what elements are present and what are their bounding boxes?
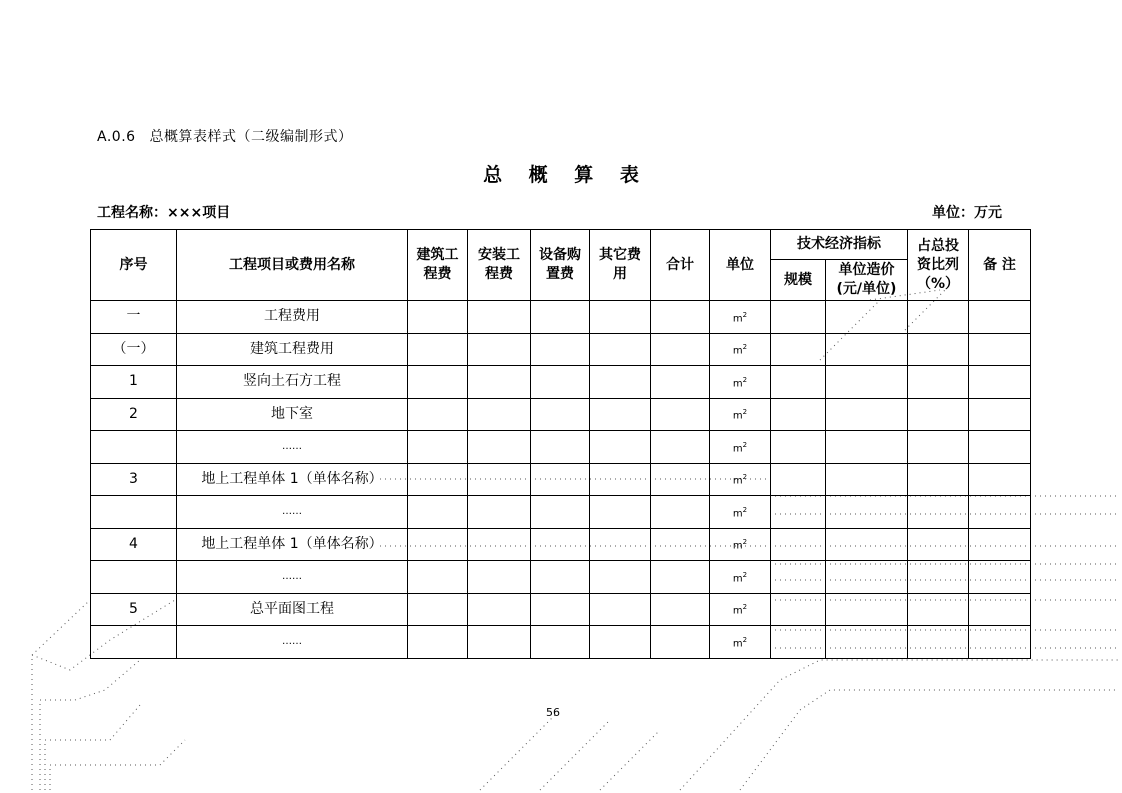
cell-installation-cost — [468, 301, 531, 334]
cell-remarks — [969, 626, 1031, 659]
header-name: 工程项目或费用名称 — [177, 230, 408, 301]
unit-superscript: 2 — [742, 538, 748, 547]
cell-remarks — [969, 301, 1031, 334]
cell-equipment-cost — [531, 431, 590, 464]
cell-installation-cost — [468, 333, 531, 366]
cell-unit-cost — [826, 593, 908, 626]
unit-superscript: 2 — [742, 375, 748, 384]
cell-equipment-cost — [531, 398, 590, 431]
cell-unit-cost — [826, 333, 908, 366]
table-row — [91, 561, 1031, 594]
unit-base: m — [732, 312, 743, 324]
cell-construction-cost — [408, 496, 468, 529]
cell-seq: 1 — [91, 366, 177, 399]
header-construction-cost: 建筑工程费 — [408, 230, 468, 301]
table-row — [91, 626, 1031, 659]
cell-total — [651, 398, 710, 431]
cell-share — [908, 593, 969, 626]
cell-unit-cost — [826, 528, 908, 561]
cell-seq — [91, 496, 177, 529]
cell-installation-cost — [468, 431, 531, 464]
cell-remarks — [969, 528, 1031, 561]
cell-equipment-cost — [531, 626, 590, 659]
unit-label: 单位：万元 — [932, 205, 1002, 221]
cell-remarks — [969, 333, 1031, 366]
cell-other-cost — [590, 626, 651, 659]
cell-scale — [771, 366, 826, 399]
cell-equipment-cost — [531, 333, 590, 366]
cell-construction-cost — [408, 561, 468, 594]
unit-base: m — [732, 345, 743, 357]
cell-scale — [771, 398, 826, 431]
header-share: 占总投资比列（%） — [908, 230, 969, 301]
cell-installation-cost — [468, 528, 531, 561]
cell-share — [908, 301, 969, 334]
cell-unit — [710, 463, 771, 496]
unit-base: m — [732, 637, 743, 649]
cell-equipment-cost — [531, 301, 590, 334]
cell-seq — [91, 561, 177, 594]
estimate-table — [90, 229, 1031, 659]
cell-remarks — [969, 593, 1031, 626]
cell-scale — [771, 431, 826, 464]
cell-unit — [710, 431, 771, 464]
cell-installation-cost — [468, 463, 531, 496]
header-equipment-cost: 设备购置费 — [531, 230, 590, 301]
cell-seq: 2 — [91, 398, 177, 431]
header-remarks: 备 注 — [969, 230, 1031, 301]
cell-unit — [710, 301, 771, 334]
cell-total — [651, 333, 710, 366]
cell-total — [651, 561, 710, 594]
cell-share — [908, 561, 969, 594]
cell-total — [651, 593, 710, 626]
cell-other-cost — [590, 528, 651, 561]
cell-remarks — [969, 561, 1031, 594]
cell-scale — [771, 301, 826, 334]
section-heading-text: 总概算表样式（二级编制形式） — [149, 129, 353, 145]
cell-scale — [771, 496, 826, 529]
cell-share — [908, 398, 969, 431]
cell-installation-cost — [468, 398, 531, 431]
cell-equipment-cost — [531, 593, 590, 626]
unit-superscript: 2 — [742, 473, 748, 482]
cell-total — [651, 626, 710, 659]
cell-construction-cost — [408, 463, 468, 496]
cell-unit — [710, 398, 771, 431]
cell-other-cost — [590, 398, 651, 431]
unit-superscript: 2 — [742, 570, 748, 579]
cell-seq: 一 — [91, 301, 177, 334]
table-row — [91, 333, 1031, 366]
cell-equipment-cost — [531, 528, 590, 561]
cell-other-cost — [590, 463, 651, 496]
table-body — [91, 301, 1031, 659]
header-installation-cost: 安装工程费 — [468, 230, 531, 301]
header-unit: 单位 — [710, 230, 771, 301]
cell-remarks — [969, 496, 1031, 529]
cell-construction-cost — [408, 301, 468, 334]
cell-remarks — [969, 431, 1031, 464]
table-row — [91, 366, 1031, 399]
cell-scale — [771, 626, 826, 659]
cell-total — [651, 431, 710, 464]
section-number: A.0.6 — [97, 129, 136, 145]
table-title: 总 概 算 表 — [483, 164, 649, 186]
section-heading — [97, 126, 353, 146]
cell-unit-cost — [826, 496, 908, 529]
unit-base: m — [732, 442, 743, 454]
cell-construction-cost — [408, 366, 468, 399]
cell-other-cost — [590, 593, 651, 626]
header-total: 合计 — [651, 230, 710, 301]
cell-other-cost — [590, 561, 651, 594]
cell-installation-cost — [468, 593, 531, 626]
cell-total — [651, 301, 710, 334]
cell-scale — [771, 333, 826, 366]
cell-total — [651, 528, 710, 561]
page-number: 56 — [546, 706, 560, 719]
table-row — [91, 398, 1031, 431]
cell-unit — [710, 333, 771, 366]
cell-name: …… — [177, 626, 408, 659]
cell-name: 建筑工程费用 — [177, 333, 408, 366]
cell-seq — [91, 626, 177, 659]
cell-installation-cost — [468, 626, 531, 659]
cell-seq: 3 — [91, 463, 177, 496]
unit-superscript: 2 — [742, 310, 748, 319]
cell-scale — [771, 463, 826, 496]
cell-share — [908, 528, 969, 561]
cell-installation-cost — [468, 561, 531, 594]
cell-unit — [710, 528, 771, 561]
cell-unit-cost — [826, 626, 908, 659]
table-row — [91, 496, 1031, 529]
cell-share — [908, 496, 969, 529]
cell-name: …… — [177, 561, 408, 594]
unit-superscript: 2 — [742, 635, 748, 644]
unit-base: m — [732, 605, 743, 617]
cell-other-cost — [590, 301, 651, 334]
cell-share — [908, 431, 969, 464]
cell-name: 总平面图工程 — [177, 593, 408, 626]
cell-equipment-cost — [531, 366, 590, 399]
cell-installation-cost — [468, 496, 531, 529]
cell-name: 地上工程单体 1（单体名称） — [177, 528, 408, 561]
cell-name: 工程费用 — [177, 301, 408, 334]
unit-superscript: 2 — [742, 343, 748, 352]
project-name: 工程名称：×××项目 — [97, 205, 231, 221]
table-row — [91, 528, 1031, 561]
cell-other-cost — [590, 366, 651, 399]
cell-unit-cost — [826, 431, 908, 464]
cell-unit — [710, 496, 771, 529]
cell-total — [651, 496, 710, 529]
header-scale: 规模 — [771, 260, 826, 301]
cell-name: 竖向土石方工程 — [177, 366, 408, 399]
cell-unit-cost — [826, 398, 908, 431]
cell-total — [651, 366, 710, 399]
unit-base: m — [732, 507, 743, 519]
cell-scale — [771, 528, 826, 561]
cell-other-cost — [590, 496, 651, 529]
table-row — [91, 463, 1031, 496]
cell-name: …… — [177, 431, 408, 464]
cell-total — [651, 463, 710, 496]
table-row — [91, 593, 1031, 626]
cell-unit — [710, 561, 771, 594]
header-tech-econ: 技术经济指标 — [771, 230, 908, 260]
cell-other-cost — [590, 431, 651, 464]
table-row — [91, 431, 1031, 464]
cell-equipment-cost — [531, 463, 590, 496]
cell-share — [908, 463, 969, 496]
cell-remarks — [969, 463, 1031, 496]
cell-other-cost — [590, 333, 651, 366]
cell-construction-cost — [408, 333, 468, 366]
unit-superscript: 2 — [742, 505, 748, 514]
unit-base: m — [732, 377, 743, 389]
cell-unit-cost — [826, 366, 908, 399]
cell-unit — [710, 366, 771, 399]
table-row — [91, 301, 1031, 334]
cell-construction-cost — [408, 528, 468, 561]
cell-unit-cost — [826, 301, 908, 334]
cell-remarks — [969, 366, 1031, 399]
cell-equipment-cost — [531, 561, 590, 594]
header-unit-cost: 单位造价(元/单位) — [826, 260, 908, 301]
cell-equipment-cost — [531, 496, 590, 529]
cell-scale — [771, 561, 826, 594]
header-seq: 序号 — [91, 230, 177, 301]
unit-base: m — [732, 540, 743, 552]
unit-superscript: 2 — [742, 408, 748, 417]
unit-base: m — [732, 572, 743, 584]
cell-construction-cost — [408, 593, 468, 626]
cell-seq — [91, 431, 177, 464]
unit-superscript: 2 — [742, 603, 748, 612]
cell-name: 地上工程单体 1（单体名称） — [177, 463, 408, 496]
cell-remarks — [969, 398, 1031, 431]
cell-seq: 4 — [91, 528, 177, 561]
cell-construction-cost — [408, 626, 468, 659]
cell-name: …… — [177, 496, 408, 529]
cell-share — [908, 366, 969, 399]
unit-base: m — [732, 410, 743, 422]
unit-superscript: 2 — [742, 440, 748, 449]
header-other-cost: 其它费用 — [590, 230, 651, 301]
cell-unit-cost — [826, 561, 908, 594]
cell-seq: 5 — [91, 593, 177, 626]
cell-seq: （一） — [91, 333, 177, 366]
cell-share — [908, 333, 969, 366]
cell-name: 地下室 — [177, 398, 408, 431]
cell-share — [908, 626, 969, 659]
cell-construction-cost — [408, 431, 468, 464]
cell-construction-cost — [408, 398, 468, 431]
cell-unit-cost — [826, 463, 908, 496]
unit-base: m — [732, 475, 743, 487]
cell-unit — [710, 626, 771, 659]
cell-unit — [710, 593, 771, 626]
cell-scale — [771, 593, 826, 626]
cell-installation-cost — [468, 366, 531, 399]
